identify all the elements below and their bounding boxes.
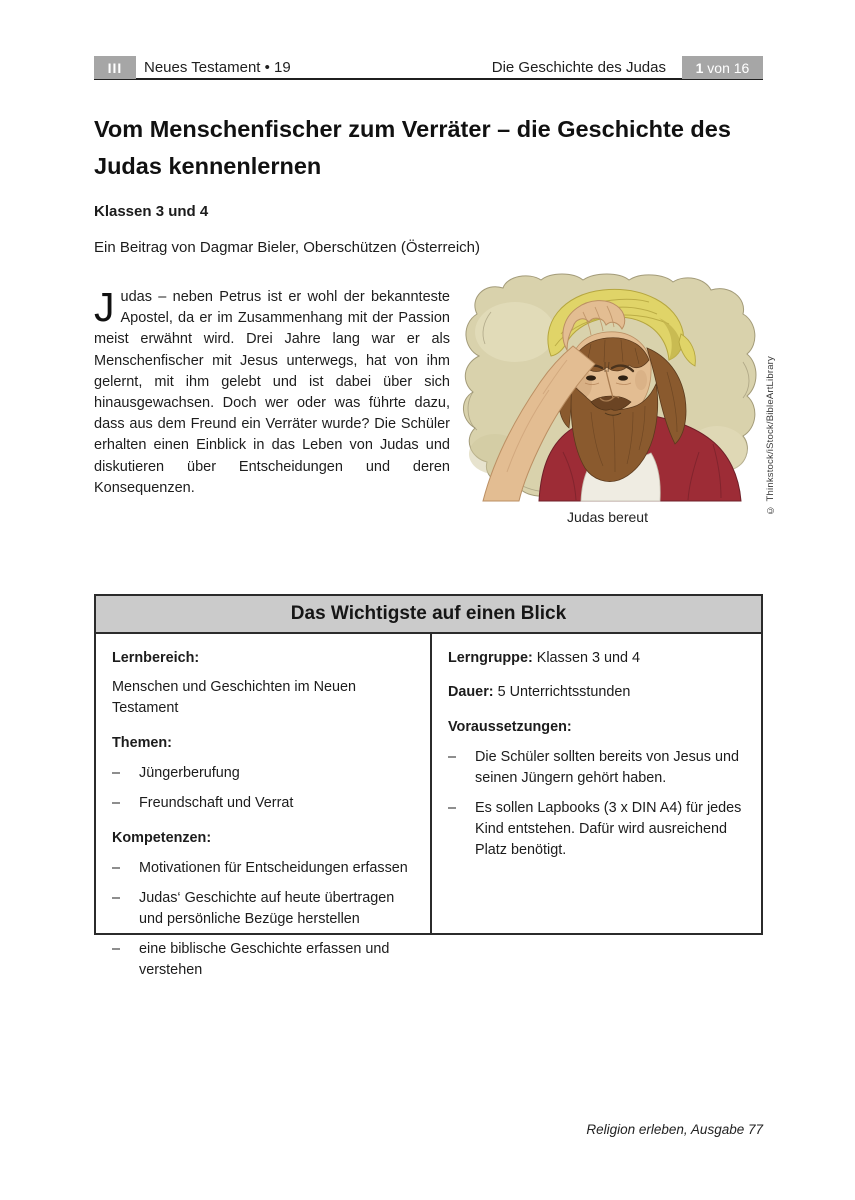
list-item-text: Freundschaft und Verrat <box>139 795 294 811</box>
cloud-highlight <box>475 302 555 362</box>
dash-marker: – <box>448 800 457 816</box>
figure-credit <box>761 272 776 515</box>
label-dauer: Dauer: <box>448 684 494 700</box>
list-item-text: Judas‘ Geschichte auf heute übertragen und persönliche Bezüge herstellen <box>139 890 395 927</box>
byline: Ein Beitrag von Dagmar Bieler, Oberschützen (Österreich) <box>94 239 480 256</box>
list-item <box>448 798 745 861</box>
overview-table <box>94 594 763 978</box>
header-left-label: Neues Testament • 19 <box>144 59 291 76</box>
article-title-line2: Judas kennenlernen <box>94 152 322 179</box>
intro-paragraph <box>94 284 450 499</box>
page-total: von 16 <box>703 59 750 76</box>
overview-table-body <box>96 634 761 978</box>
section-badge: III <box>94 56 136 79</box>
figure-caption: Judas bereut <box>567 509 648 525</box>
figure-credit-text: © Thinkstock/iStock/BibleArtLibrary <box>765 355 776 515</box>
overview-table-title: Das Wichtigste auf einen Blick <box>96 596 761 634</box>
eye-left <box>586 375 596 380</box>
dash-marker: – <box>448 749 457 765</box>
eye-right <box>618 375 628 380</box>
list-item <box>448 747 745 789</box>
article-title-line1: Vom Menschenfischer zum Verräter – die Geschichte des <box>94 116 731 142</box>
value-dauer: 5 Unterrichtsstunden <box>493 684 631 700</box>
list-item <box>112 858 414 879</box>
dash-marker: – <box>112 890 121 906</box>
imprint: Religion erleben, Ausgabe 77 <box>586 1122 763 1137</box>
label-themen: Themen: <box>112 735 172 751</box>
list-item-text: Die Schüler sollten bereits von Jesus und seinen Jüngern gehört haben. <box>475 749 739 786</box>
overview-right-cell <box>432 634 761 933</box>
grade-level: Klassen 3 und 4 <box>94 203 209 220</box>
label-lernbereich: Lernbereich: <box>112 650 200 666</box>
dash-marker: – <box>112 860 121 876</box>
list-item-text: Jüngerberufung <box>139 765 240 781</box>
drop-cap: J <box>94 284 115 330</box>
intro-text: udas – neben Petrus ist er wohl der bekannteste Apostel, da er im Zusammenhang mit der Passion meist erwähnt wird. Drei Jahre lang war er als Menschenfischer mit Jesus unterwegs, hat von ihm gelernt, mit ihm gelebt und ist dabei über sich hinausgewachsen. Doch wer oder was führte dazu, dass aus dem Freund ein Verräter wurde? Die Schüler erhalten einen Einblick in das Leben von Judas und diskutieren über Entscheidungen und deren Konsequenzen. <box>94 289 450 496</box>
article-title <box>94 111 770 184</box>
dash-marker: – <box>112 765 121 781</box>
list-item <box>112 888 414 930</box>
overview-left-cell <box>96 634 432 978</box>
dash-marker: – <box>112 795 121 811</box>
label-voraussetzungen: Voraussetzungen: <box>448 719 572 735</box>
label-kompetenzen: Kompetenzen: <box>112 830 212 846</box>
list-item-text: eine biblische Geschichte erfassen und verstehen <box>139 941 390 978</box>
label-lerngruppe: Lerngruppe: <box>448 650 533 666</box>
page-number: 1 <box>695 59 704 76</box>
page-header <box>94 57 763 80</box>
cheek-shade <box>635 370 647 390</box>
page-badge <box>682 56 763 79</box>
header-right-label: Die Geschichte des Judas <box>491 59 666 76</box>
list-item <box>112 793 414 814</box>
text-lerngruppe <box>448 648 745 669</box>
text-dauer <box>448 682 745 703</box>
list-item <box>112 763 414 784</box>
list-item-text: Es sollen Lapbooks (3 x DIN A4) für jedes Kind entstehen. Dafür wird ausreichend Platz benötigt. <box>475 800 742 858</box>
list-item <box>112 939 414 981</box>
judas-figure <box>455 272 760 502</box>
value-lerngruppe: Klassen 3 und 4 <box>532 650 640 666</box>
dash-marker: – <box>112 941 121 957</box>
text-lernbereich: Menschen und Geschichten im Neuen Testament <box>112 679 356 716</box>
list-item-text: Motivationen für Entscheidungen erfassen <box>139 860 408 876</box>
judas-illustration <box>455 272 760 502</box>
